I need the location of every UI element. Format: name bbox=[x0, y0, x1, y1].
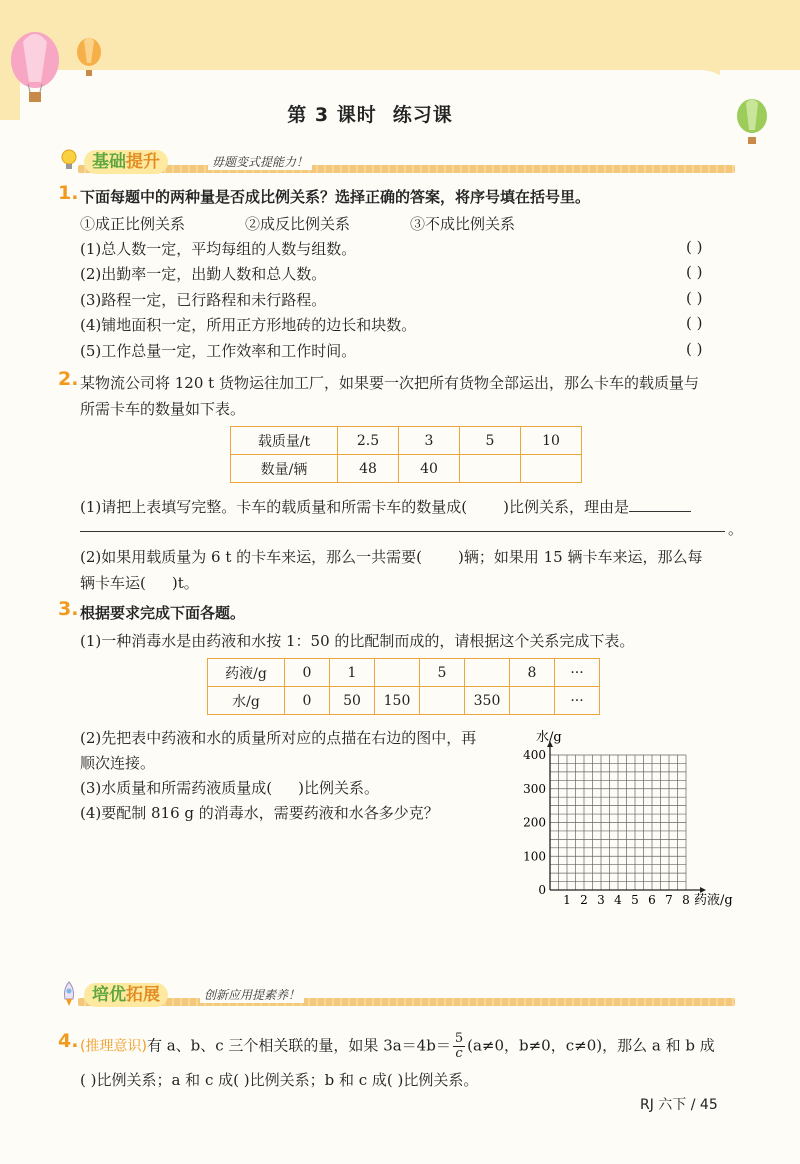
q3-part2-line2: 顺次连接。 bbox=[80, 754, 156, 772]
label-part-b: 提升 bbox=[126, 152, 160, 172]
reasoning-tag: (推理意识) bbox=[80, 1038, 147, 1055]
y-tick-label: 0 bbox=[538, 883, 546, 897]
answer-blank[interactable]: ( ) bbox=[686, 263, 703, 281]
x-tick-label: 6 bbox=[648, 893, 656, 907]
table-cell: 数量/辆 bbox=[231, 455, 338, 483]
q2-part2 bbox=[80, 546, 702, 567]
q2-part2-b: )辆；如果用 15 辆卡车来运，那么每 bbox=[457, 548, 703, 566]
section-bar bbox=[78, 998, 735, 1006]
x-tick-label: 2 bbox=[580, 893, 588, 907]
table-cell-blank[interactable] bbox=[375, 659, 420, 687]
answer-blank[interactable]: ( ) bbox=[686, 314, 703, 332]
lesson-title: 练习课 bbox=[392, 104, 453, 126]
q2-part1-b: )比例关系，理由是 bbox=[503, 498, 629, 516]
y-tick-label: 400 bbox=[523, 748, 546, 762]
table-cell-blank[interactable] bbox=[460, 455, 521, 483]
q1-option: ③不成比例关系 bbox=[410, 215, 516, 233]
x-tick-label: 3 bbox=[597, 893, 605, 907]
q1-option: ②成反比例关系 bbox=[245, 215, 351, 233]
label-part-a: 基础 bbox=[92, 152, 126, 172]
page-footer: RJ 六下 / 45 bbox=[640, 1097, 718, 1113]
y-tick-label: 300 bbox=[523, 781, 546, 796]
q3-part3-b: )比例关系。 bbox=[298, 779, 379, 797]
answer-blank[interactable]: ( ) bbox=[686, 289, 703, 307]
q3-part3-a: (3)水质量和所需药液质量成( bbox=[80, 779, 273, 797]
section-subtitle: 毋题变式提能力！ bbox=[208, 153, 312, 170]
fraction-denominator: c bbox=[455, 1046, 463, 1061]
q4-line1 bbox=[80, 1032, 715, 1061]
table-row bbox=[208, 659, 600, 687]
y-tick-label: 100 bbox=[523, 849, 546, 864]
table-cell: 1 bbox=[330, 659, 375, 687]
section-bar bbox=[78, 165, 735, 173]
q1-item: (2)出勤率一定，出勤人数和总人数。 bbox=[80, 265, 327, 283]
x-tick-label: 8 bbox=[682, 893, 690, 907]
table-cell: 8 bbox=[510, 659, 555, 687]
fraction-numerator: 5 bbox=[454, 1031, 464, 1046]
answer-blank[interactable]: ( ) bbox=[686, 238, 703, 256]
table-cell: 40 bbox=[399, 455, 460, 483]
question-number: 4. bbox=[58, 1030, 79, 1052]
table-cell: 5 bbox=[460, 427, 521, 455]
label-part-a: 培优 bbox=[92, 985, 126, 1005]
q3-part3 bbox=[80, 777, 379, 798]
x-axis-label: 药液/g bbox=[694, 893, 733, 908]
q1-stem: 下面每题中的两种量是否成比例关系？选择正确的答案，将序号填在括号里。 bbox=[80, 188, 591, 206]
truck-table bbox=[230, 426, 582, 483]
table-cell: 50 bbox=[330, 687, 375, 715]
fraction bbox=[453, 1032, 465, 1061]
table-cell: 0 bbox=[285, 687, 330, 715]
table-row bbox=[231, 427, 582, 455]
q1-item: (3)路程一定，已行路程和未行路程。 bbox=[80, 291, 327, 309]
section-header-basic bbox=[60, 150, 735, 176]
table-cell: 0 bbox=[285, 659, 330, 687]
q2-part2-c: 辆卡车运( bbox=[80, 574, 146, 592]
q1-item: (5)工作总量一定，工作效率和工作时间。 bbox=[80, 342, 357, 360]
q4-line1-b: (a≠0，b≠0，c≠0)，那么 a 和 b 成 bbox=[467, 1036, 715, 1055]
table-cell: 5 bbox=[420, 659, 465, 687]
lightbulb-icon bbox=[60, 148, 78, 174]
q2-part2-a: (2)如果用载质量为 6 t 的卡车来运，那么一共需要( bbox=[80, 548, 422, 566]
q3-part2-line1: (2)先把表中药液和水的质量所对应的点描在右边的图中，再 bbox=[80, 729, 477, 747]
table-cell-blank[interactable] bbox=[465, 659, 510, 687]
q2-part1-a: (1)请把上表填写完整。卡车的载质量和所需卡车的数量成( bbox=[80, 498, 468, 516]
x-tick-label: 5 bbox=[631, 893, 639, 907]
page-title bbox=[0, 100, 740, 127]
y-tick-label: 200 bbox=[523, 815, 546, 830]
table-cell: 3 bbox=[399, 427, 460, 455]
grid-chart[interactable] bbox=[500, 725, 750, 925]
table-row bbox=[231, 455, 582, 483]
section-label bbox=[84, 983, 168, 1007]
table-cell: 48 bbox=[338, 455, 399, 483]
table-cell: 2.5 bbox=[338, 427, 399, 455]
table-cell: ··· bbox=[555, 687, 600, 715]
q2-part2-d: )t。 bbox=[171, 574, 199, 592]
q3-stem: 根据要求完成下面各题。 bbox=[80, 604, 246, 622]
question-number: 2. bbox=[58, 368, 79, 390]
section-header-advanced bbox=[60, 983, 735, 1009]
answer-line[interactable] bbox=[629, 499, 691, 512]
table-cell: 水/g bbox=[208, 687, 285, 715]
hot-air-balloon-icon bbox=[8, 30, 62, 110]
answer-blank[interactable]: ( ) bbox=[686, 340, 703, 358]
q1-item: (1)总人数一定，平均每组的人数与组数。 bbox=[80, 240, 357, 258]
q2-part1 bbox=[80, 496, 691, 517]
x-tick-label: 1 bbox=[563, 893, 571, 907]
q2-stem-line2: 所需卡车的数量如下表。 bbox=[80, 400, 246, 418]
q1-option: ①成正比例关系 bbox=[80, 215, 186, 233]
question-number: 1. bbox=[58, 182, 79, 204]
table-cell: 药液/g bbox=[208, 659, 285, 687]
rocket-icon bbox=[60, 981, 78, 1007]
label-part-b: 拓展 bbox=[126, 985, 160, 1005]
table-cell: 350 bbox=[465, 687, 510, 715]
table-row bbox=[208, 687, 600, 715]
q2-part2-cont bbox=[80, 572, 199, 593]
table-cell: ··· bbox=[555, 659, 600, 687]
disinfectant-table bbox=[207, 658, 600, 715]
table-cell-blank[interactable] bbox=[521, 455, 582, 483]
question-number: 3. bbox=[58, 598, 79, 620]
sentence-end: 。 bbox=[728, 520, 744, 538]
q1-item: (4)铺地面积一定，所用正方形地砖的边长和块数。 bbox=[80, 316, 417, 334]
y-axis-label: 水/g bbox=[536, 730, 562, 745]
table-cell: 载质量/t bbox=[231, 427, 338, 455]
section-subtitle: 创新应用提素养！ bbox=[200, 986, 304, 1003]
q4-line1-a: 有 a、b、c 三个相关联的量，如果 3a＝4b＝ bbox=[146, 1036, 451, 1055]
section-label bbox=[84, 150, 168, 174]
q2-stem-line1: 某物流公司将 120 t 货物运往加工厂，如果要一次把所有货物全部运出，那么卡车的载质量与 bbox=[80, 374, 699, 392]
q4-line2: ( )比例关系；a 和 c 成( )比例关系；b 和 c 成( )比例关系。 bbox=[80, 1071, 479, 1089]
x-tick-label: 4 bbox=[614, 893, 622, 907]
small-balloon-icon bbox=[74, 36, 104, 80]
x-tick-label: 7 bbox=[665, 893, 673, 907]
table-cell-blank[interactable] bbox=[510, 687, 555, 715]
lesson-number: 第 3 课时 bbox=[287, 104, 377, 126]
table-cell: 10 bbox=[521, 427, 582, 455]
table-cell-blank[interactable] bbox=[420, 687, 465, 715]
q3-part1: (1)一种消毒水是由药液和水按 1：50 的比配制而成的，请根据这个关系完成下表。 bbox=[80, 632, 635, 650]
q3-part4: (4)要配制 816 g 的消毒水，需要药液和水各多少克？ bbox=[80, 804, 439, 822]
answer-line[interactable] bbox=[80, 531, 725, 532]
table-cell: 150 bbox=[375, 687, 420, 715]
